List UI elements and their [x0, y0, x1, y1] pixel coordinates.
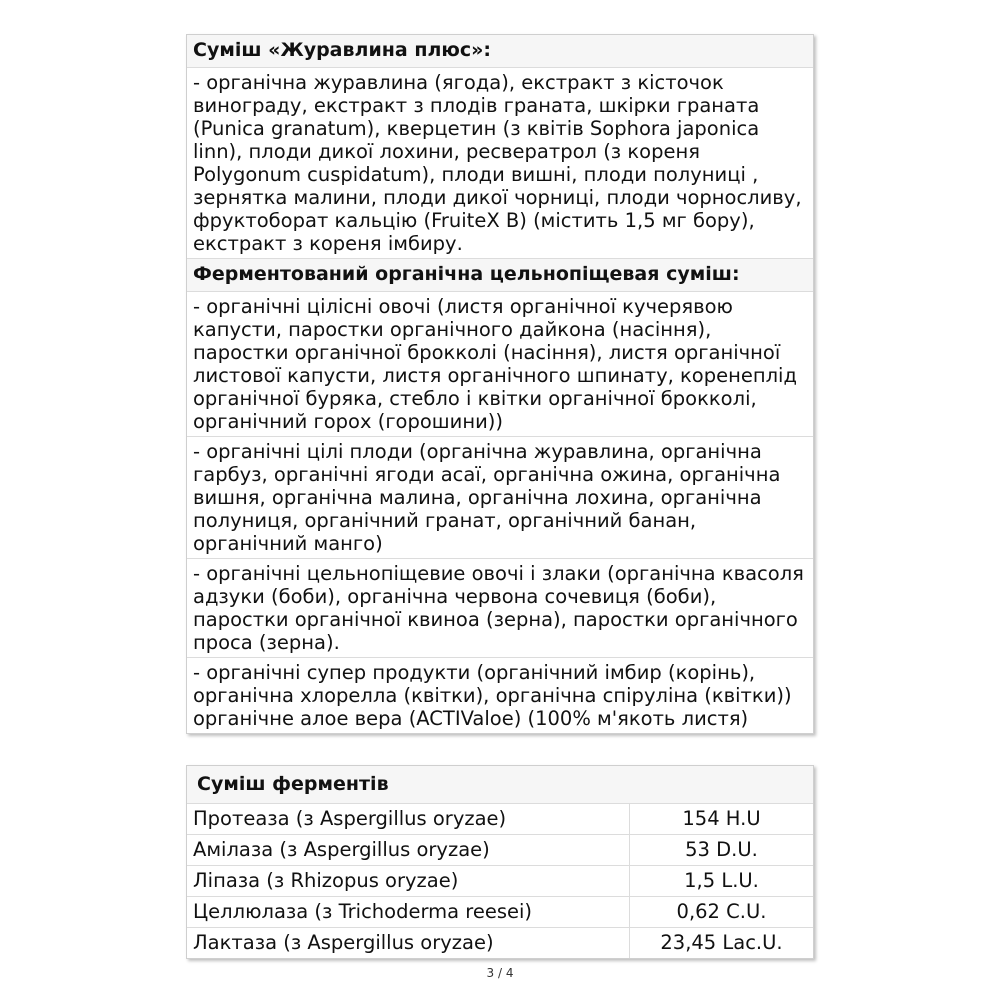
- enzyme-value: 53 D.U.: [685, 838, 758, 861]
- fermented-blend-vegetables: - органічні цілісні овочі (листя органічної кучерявою капусти, паростки органічного дайкона (насіння), паростки органічної брокколі (насіння), листя органічної листової капусти, листя органічного шпинату, коренеплід органічної буряка, стебло і квітки органічної брокколі, органічний горох (горошини)): [187, 292, 813, 437]
- cranberry-blend-title: Суміш «Журавлина плюс»:: [187, 35, 813, 68]
- enzyme-name: Протеаза (з Aspergillus oryzae): [187, 804, 630, 834]
- fermented-blend-superfoods: - органічні супер продукти (органічний імбир (корінь), органічна хлорелла (квітки), органічна спіруліна (квітки)) органічне алое вера (ACTIValoe) (100% м'якоть листя): [193, 661, 792, 730]
- table-row: [187, 897, 813, 928]
- enzyme-value: 1,5 L.U.: [684, 869, 759, 892]
- table-row: [187, 866, 813, 897]
- enzyme-name: Лактаза (з Aspergillus oryzae): [187, 928, 630, 958]
- table-row: [187, 804, 813, 835]
- enzyme-name: Амілаза (з Aspergillus oryzae): [187, 835, 630, 865]
- enzyme-name: Ліпаза (з Rhizopus oryzae): [187, 866, 630, 896]
- enzyme-name: Целлюлаза (з Trichoderma reesei): [187, 897, 630, 927]
- enzyme-value: 0,62 C.U.: [676, 900, 767, 923]
- ingredients-table: [186, 34, 814, 734]
- enzyme-value: 154 H.U: [682, 807, 761, 830]
- fermented-blend-grains: - органічні цельнопіщевие овочі і злаки (органічна квасоля адзуки (боби), органічна червона сочевиця (боби), паростки органічної квиноа (зерна), паростки органічного проса (зерна).: [187, 559, 813, 658]
- fermented-blend-title: Ферментований органічна цельнопіщевая суміш:: [187, 259, 813, 292]
- cranberry-blend-ingredients: - органічна журавлина (ягода), екстракт з кісточок винограду, екстракт з плодів граната, шкірки граната (Punica granatum), кверцетин (з квітів Sophora japonica linn), плоди дикої лохини, ресвератрол (з кореня Polygonum cuspidatum), плоди вишні, плоди полуниці , зернятка малини, плоди дикої чорниці, плоди чорносливу, фруктоборат кальцію (FruiteX B) (містить 1,5 мг бору), екстракт з кореня імбиру.: [187, 68, 813, 259]
- enzyme-value: 23,45 Lac.U.: [660, 931, 783, 954]
- table-row: [187, 835, 813, 866]
- table-row: [187, 928, 813, 958]
- enzymes-title: Суміш ферментів: [187, 766, 813, 804]
- enzymes-table: [186, 765, 814, 959]
- page-indicator: 3 / 4: [486, 966, 514, 980]
- fermented-blend-fruits: - органічні цілі плоди (органічна журавлина, органічна гарбуз, органічні ягоди асаї, органічна ожина, органічна вишня, органічна малина, органічна лохина, органічна полуниця, органічний гранат, органічний банан, органічний манго): [187, 437, 813, 559]
